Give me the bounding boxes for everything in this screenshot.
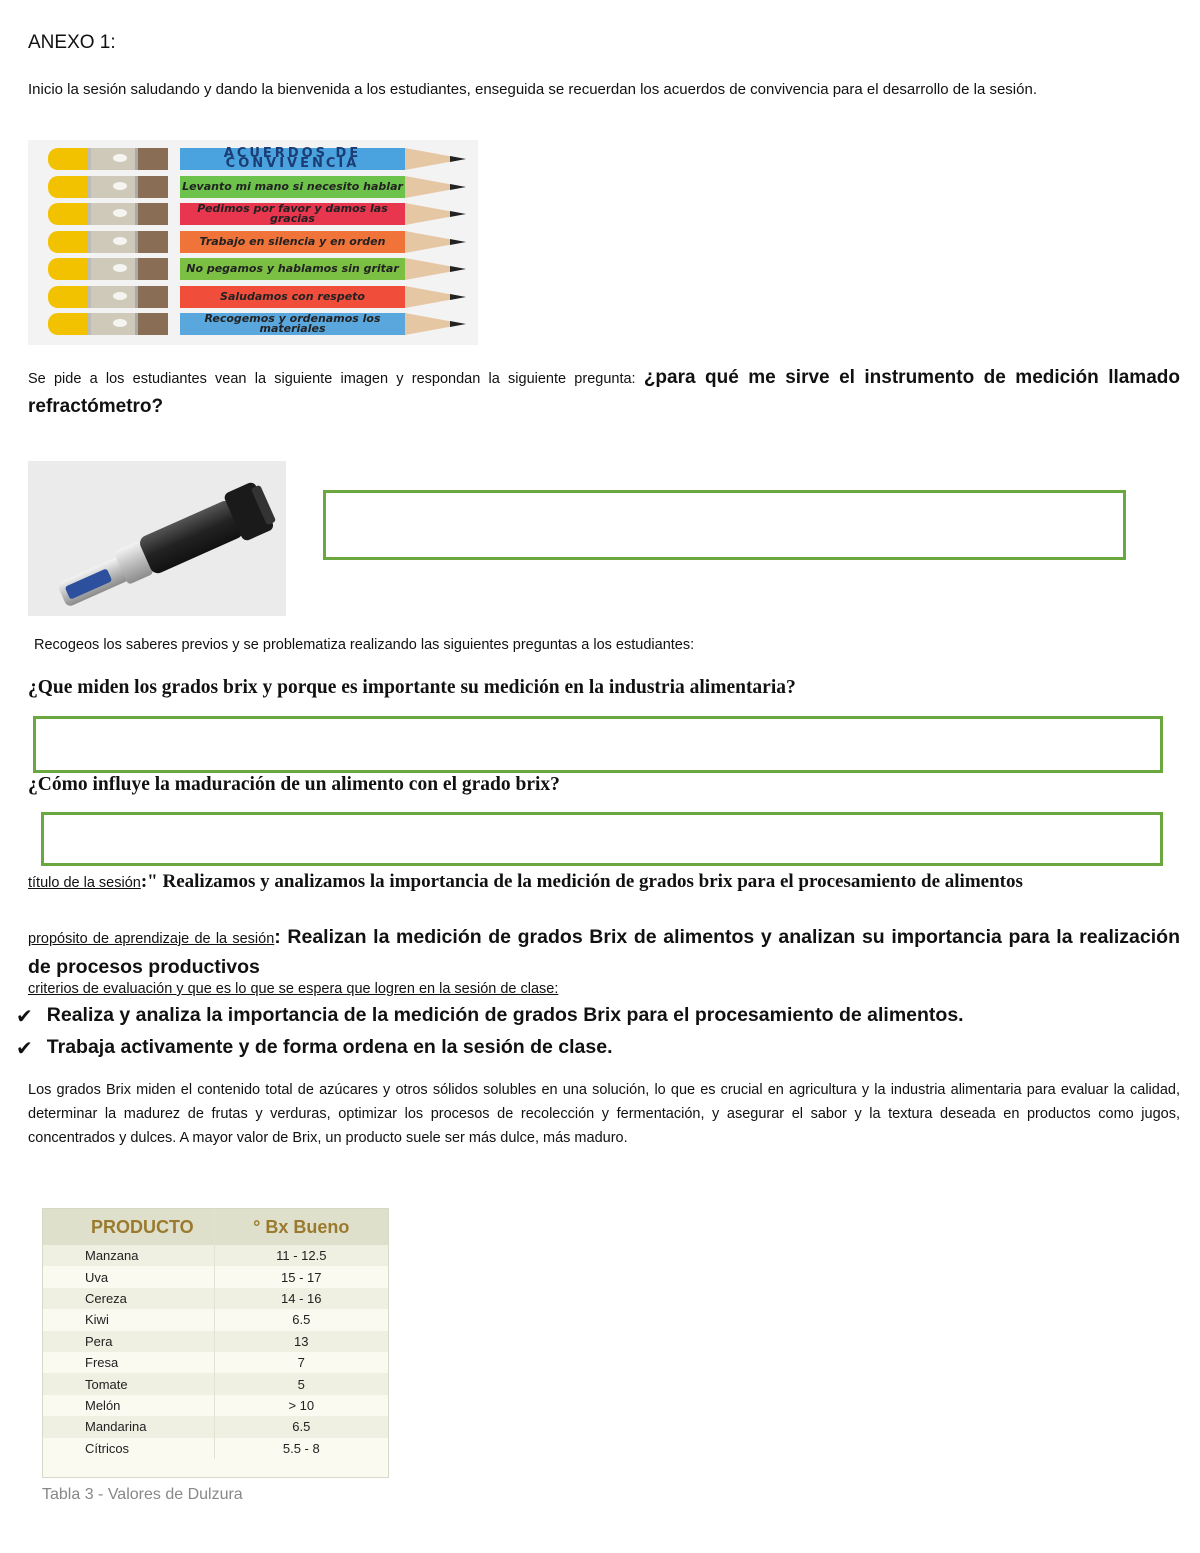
product-cell: Cereza: [43, 1288, 215, 1309]
prior-knowledge-text: Recogeos los saberes previos y se problematiza realizando las siguientes preguntas a los estudiantes:: [34, 637, 695, 653]
agreement-text: No pegamos y hablamos sin gritar: [180, 258, 405, 280]
purpose-value: : Realizan la medición de grados Brix de alimentos y analizan su importancia para la realización de procesos productivos: [28, 926, 1180, 978]
product-cell: Mandarina: [43, 1416, 215, 1437]
table-row: [43, 1245, 388, 1266]
table-row: [43, 1309, 388, 1330]
table-row: [43, 1373, 388, 1394]
product-cell: Kiwi: [43, 1309, 215, 1330]
agreement-text: Pedimos por favor y damos las gracias: [180, 203, 405, 225]
table-row: [43, 1331, 388, 1352]
brix-cell: 13: [294, 1333, 309, 1349]
product-cell: Manzana: [43, 1245, 215, 1266]
criteria-item-2: [16, 1036, 613, 1061]
refractometer-image: [28, 461, 286, 616]
intro-paragraph: Inicio la sesión saludando y dando la bienvenida a los estudiantes, enseguida se recuerdan los acuerdos de convivencia para el desarrollo de la sesión.: [28, 81, 1037, 98]
header-product: PRODUCTO: [43, 1209, 215, 1245]
brix-cell: 14 - 16: [281, 1290, 322, 1306]
criteria-text-2: Trabaja activamente y de forma ordena en la sesión de clase.: [46, 1036, 613, 1058]
brix-cell: 7: [297, 1355, 305, 1371]
agreement-pencil: [28, 148, 466, 170]
agreement-text: Saludamos con respeto: [180, 286, 405, 308]
purpose-label: propósito de aprendizaje de la sesión: [28, 931, 275, 947]
check-icon: ✔: [16, 1038, 33, 1060]
refractometer-icon: [28, 461, 286, 616]
agreement-pencil: [28, 231, 466, 253]
answer-box-2[interactable]: [41, 812, 1163, 866]
brix-cell: 6.5: [292, 1419, 311, 1435]
brix-table-header: [43, 1209, 388, 1245]
learning-purpose: [28, 923, 1180, 983]
agreement-pencil: [28, 203, 466, 225]
brix-cell: 11 - 12.5: [276, 1248, 327, 1264]
session-title-label: título de la sesión: [28, 875, 141, 891]
product-cell: Cítricos: [43, 1438, 215, 1459]
table-row: [43, 1395, 388, 1416]
agreement-text: ACUERDOS DE CONVIVENCIA: [180, 148, 405, 170]
criteria-label: criterios de evaluación y que es lo que se espera que logren en la sesión de clase:: [28, 981, 559, 997]
refractometer-question: [28, 364, 1180, 422]
agreement-text: Levanto mi mano si necesito hablar: [180, 176, 405, 198]
product-cell: Tomate: [43, 1373, 215, 1394]
brix-cell: > 10: [288, 1397, 315, 1413]
agreement-text: Trabajo en silencia y en orden: [180, 231, 405, 253]
table-row: [43, 1266, 388, 1287]
agreements-image: [28, 140, 478, 345]
brix-cell: 6.5: [292, 1312, 311, 1328]
product-cell: Uva: [43, 1266, 215, 1287]
agreement-pencil: [28, 258, 466, 280]
table-caption: Tabla 3 - Valores de Dulzura: [42, 1486, 243, 1503]
page-heading: ANEXO 1:: [28, 32, 116, 53]
question-intro-text: Se pide a los estudiantes vean la siguiente imagen y respondan la siguiente pregunta:: [28, 371, 644, 387]
agreement-pencil: [28, 313, 466, 335]
session-title-value: :" Realizamos y analizamos la importancia de la medición de grados brix para el procesamiento de alimentos: [140, 871, 1023, 892]
criteria-item-1: [16, 1004, 964, 1029]
brix-table: [42, 1208, 389, 1478]
table-row: [43, 1416, 388, 1437]
brix-cell: 5.5 - 8: [282, 1440, 320, 1456]
table-row: [43, 1288, 388, 1309]
brix-paragraph: Los grados Brix miden el contenido total de azúcares y otros sólidos solubles en una solución, lo que es crucial en agricultura y la industria alimentaria para evaluar la calidad, determinar la madurez de frutas y verduras, optimizar los procesos de recolección y fermentación, y asegurar el sabor y la textura deseada en productos como jugos, concentrados y dulces. A mayor valor de Brix, un producto suele ser más dulce, más maduro.: [28, 1082, 1180, 1146]
table-row: [43, 1352, 388, 1373]
product-cell: Pera: [43, 1331, 215, 1352]
product-cell: Fresa: [43, 1352, 215, 1373]
brix-cell: 5: [297, 1376, 305, 1392]
session-title: [28, 868, 1180, 897]
brix-table-body: [43, 1245, 388, 1459]
question-intro-bold: ¿para qué me sirve el instrumento de medición llamado refractómetro?: [28, 367, 1180, 417]
header-brix: ° Bx Bueno: [253, 1216, 350, 1237]
agreement-pencil: [28, 176, 466, 198]
product-cell: Melón: [43, 1395, 215, 1416]
agreement-text: Recogemos y ordenamos los materiales: [180, 313, 405, 335]
question-1: ¿Que miden los grados brix y porque es importante su medición en la industria alimentaria?: [28, 677, 796, 698]
brix-cell: 15 - 17: [281, 1269, 322, 1285]
criteria-text-1: Realiza y analiza la importancia de la medición de grados Brix para el procesamiento de alimentos.: [46, 1004, 964, 1026]
answer-box-1[interactable]: [33, 716, 1163, 773]
agreement-pencil: [28, 286, 466, 308]
question-2: ¿Cómo influye la maduración de un alimento con el grado brix?: [28, 774, 560, 795]
table-row: [43, 1438, 388, 1459]
refractometer-answer-box[interactable]: [323, 490, 1126, 560]
check-icon: ✔: [16, 1006, 33, 1028]
